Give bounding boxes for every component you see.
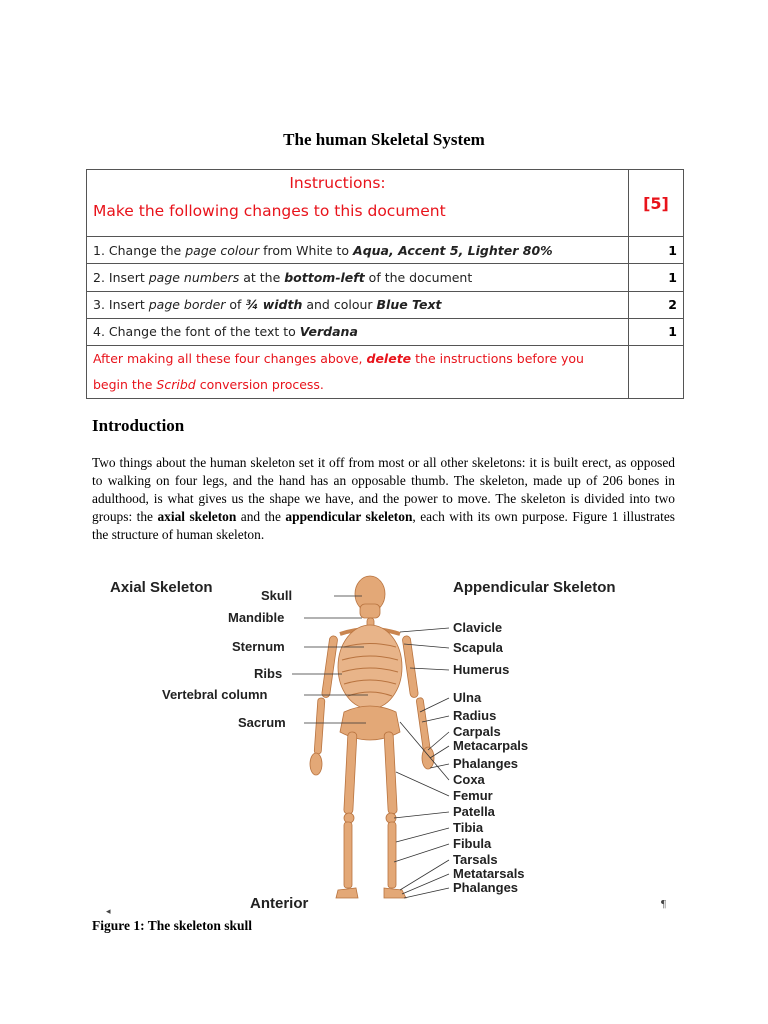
instruction-row: [87, 264, 684, 291]
figure-caption: Figure 1: The skeleton skull: [92, 918, 253, 933]
instructions-subheading: Make the following changes to this document: [93, 202, 446, 220]
label-metatarsals: Metatarsals: [453, 866, 525, 881]
anterior-label: Anterior: [250, 895, 309, 912]
label-fibula: Fibula: [453, 836, 492, 851]
instructions-heading: Instructions:: [289, 174, 386, 192]
label-humerus: Humerus: [453, 662, 510, 677]
axial-skeleton-title: Axial Skeleton: [110, 579, 213, 596]
label-tarsals: Tarsals: [453, 852, 498, 867]
label-mandible: Mandible: [228, 610, 285, 625]
introduction-heading: Introduction: [92, 416, 185, 435]
instruction-row: [87, 291, 684, 318]
label-coxa: Coxa: [453, 772, 485, 787]
instruction-marks: 1: [629, 318, 684, 345]
label-femur: Femur: [453, 788, 493, 803]
label-ribs: Ribs: [254, 666, 283, 681]
label-skull: Skull: [261, 588, 293, 603]
instruction-marks: 1: [629, 237, 684, 264]
instruction-text: 3. Insert page border of ¾ width and colour Blue Text: [87, 291, 629, 318]
label-vertebral-column: Vertebral column: [162, 687, 268, 702]
appendicular-skeleton-title: Appendicular Skeleton: [453, 579, 616, 596]
instruction-text: 2. Insert page numbers at the bottom-left of the document: [87, 264, 629, 291]
label-ulna: Ulna: [453, 690, 482, 705]
label-radius: Radius: [453, 708, 497, 723]
label-tibia: Tibia: [453, 820, 484, 835]
pilcrow-mark: ¶: [661, 898, 666, 910]
label-scapula: Scapula: [453, 640, 503, 655]
instruction-marks: 1: [629, 264, 684, 291]
empty-marks-cell: [629, 345, 684, 398]
document-title: The human Skeletal System: [283, 130, 485, 149]
instruction-marks: 2: [629, 291, 684, 318]
label-sternum: Sternum: [232, 639, 285, 654]
instructions-header-cell: [87, 170, 629, 237]
instruction-row: [87, 318, 684, 345]
instruction-row: [87, 237, 684, 264]
label-carpals: Carpals: [453, 724, 501, 739]
label-clavicle: Clavicle: [453, 620, 503, 635]
label-patella: Patella: [453, 804, 495, 819]
instructions-note: After making all these four changes above, delete the instructions before you begin the Scribd conversion process.: [87, 345, 629, 398]
instructions-table: [86, 169, 684, 399]
total-marks: [5]: [629, 170, 684, 237]
label-metacarpals: Metacarpals: [453, 738, 529, 753]
label-phalanges-hand: Phalanges: [453, 756, 519, 771]
introduction-paragraph: Two things about the human skeleton set it off from most or all other skeletons: it is built erect, as opposed to walking on four legs, and the hand has an opposable thumb. The skeleton, made up of 206 bones in adulthood, is what gives us the shape we have, and the power to move. The skeleton is divided into two groups: the axial skeleton and the appendicular skeleton, each with its own purpose. Figure 1 illustrates the structure of human skeleton.: [92, 455, 675, 542]
label-sacrum: Sacrum: [238, 715, 286, 730]
anchor-mark: ◂: [106, 906, 111, 916]
skeleton-illustration: [310, 576, 434, 898]
skeleton-figure: [104, 572, 674, 912]
instruction-text: 1. Change the page colour from White to Aqua, Accent 5, Lighter 80%: [87, 237, 629, 264]
label-phalanges-foot: Phalanges: [453, 880, 519, 895]
instruction-text: 4. Change the font of the text to Verdana: [87, 318, 629, 345]
